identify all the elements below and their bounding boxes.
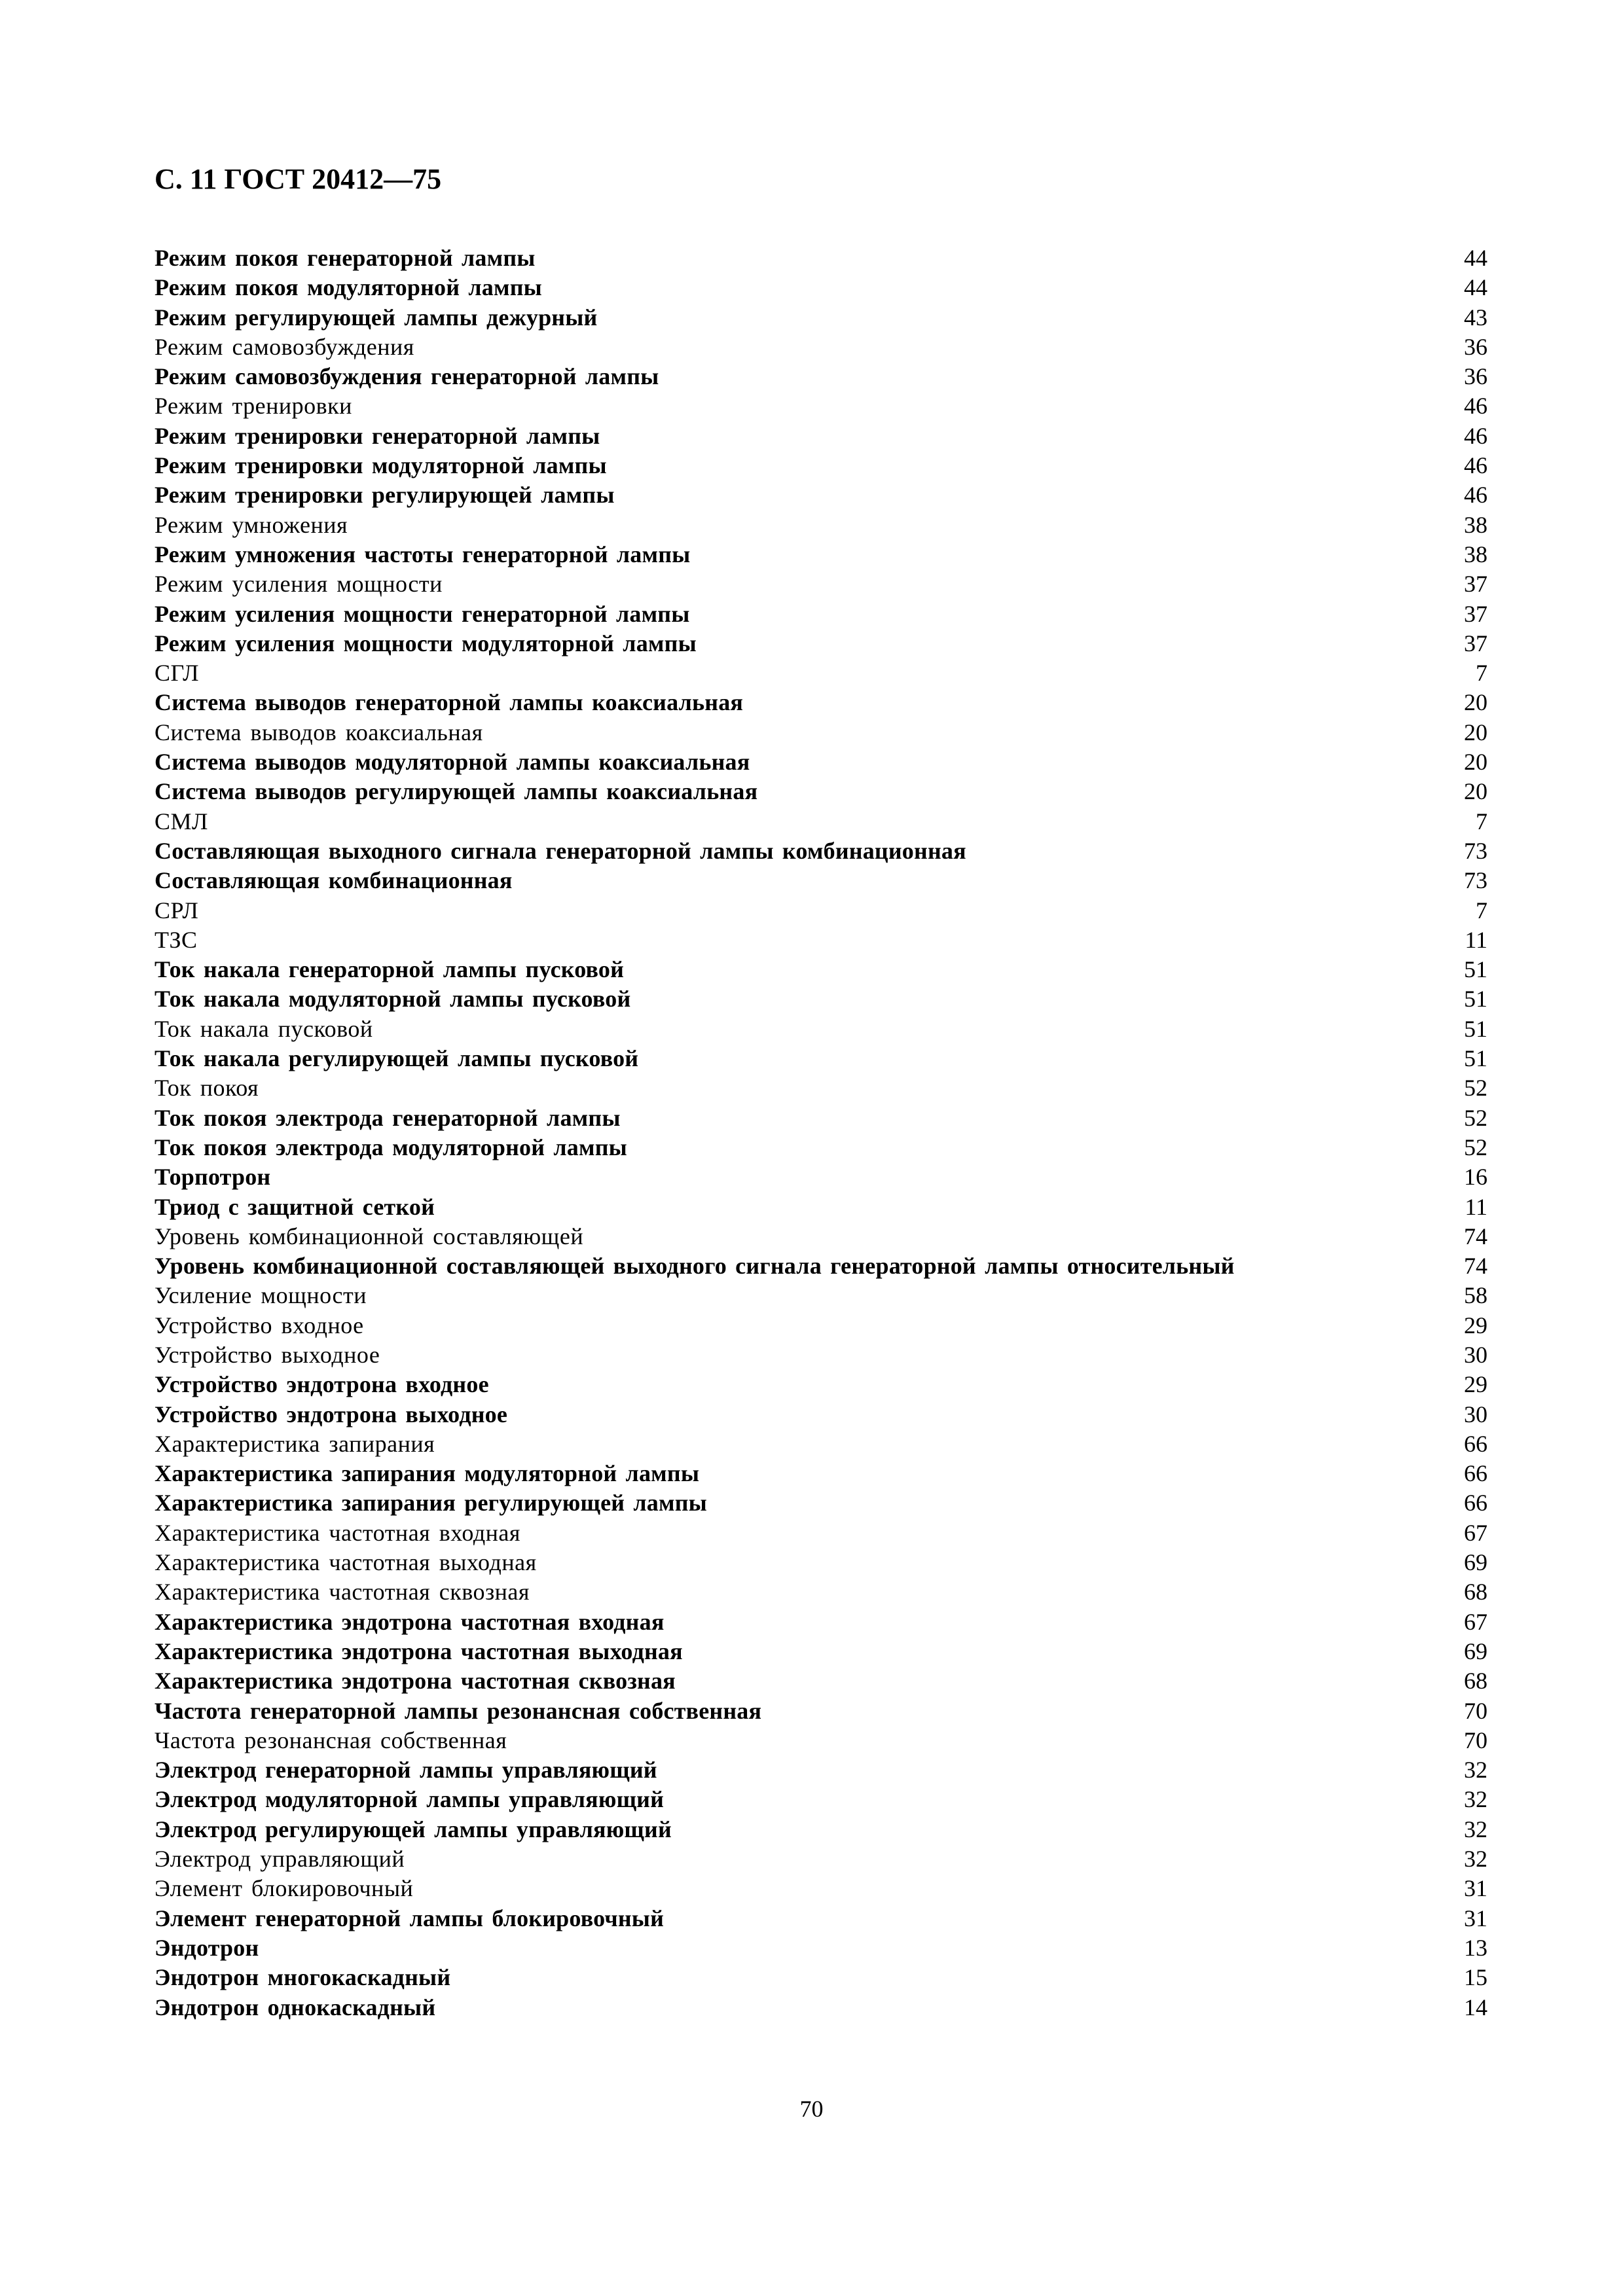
index-entry-page: 44 [1464,274,1487,301]
index-entry-term: Характеристика частотная сквозная [155,1579,530,1605]
index-entry [155,688,1487,717]
index-entry-page: 16 [1464,1164,1487,1191]
index-entry [155,332,1487,362]
index-entry-page: 15 [1464,1964,1487,1991]
index-entry-page: 38 [1464,541,1487,567]
index-entry-term: Характеристика запирания [155,1430,435,1457]
index-entry [155,1251,1487,1281]
index-entry [155,1904,1487,1933]
index-entry [155,422,1487,451]
index-entry-page: 46 [1464,482,1487,509]
index-entry-page: 69 [1464,1638,1487,1664]
index-entry-term: Ток покоя [155,1075,259,1102]
index-entry-term: Режим тренировки регулирующей лампы [155,482,615,509]
index-entry [155,480,1487,510]
index-entry-term: Режим тренировки генераторной лампы [155,422,600,449]
index-entry [155,511,1487,540]
index-entry-term: Характеристика частотная входная [155,1519,520,1546]
index-entry-term: Режим самовозбуждения [155,333,414,360]
index-entry-page: 31 [1464,1905,1487,1931]
index-entry [155,451,1487,480]
index-entry-page: 32 [1464,1846,1487,1873]
index-entry-term: Ток покоя электрода модуляторной лампы [155,1134,627,1160]
index-entry [155,1014,1487,1044]
index-entry-page: 69 [1464,1549,1487,1576]
index-entry-page: 51 [1464,1015,1487,1042]
index-entry-term: Уровень комбинационной составляющей выходного сигнала генераторной лампы относительный [155,1253,1235,1280]
index-entry-term: Режим усиления мощности генераторной лампы [155,600,690,627]
index-entry [155,1222,1487,1251]
index-entry-term: Система выводов коаксиальная [155,719,483,745]
index-entry [155,718,1487,747]
index-entry [155,1666,1487,1696]
index-entry-page: 52 [1464,1075,1487,1102]
index-entry-page: 66 [1464,1460,1487,1487]
index-entry [155,1844,1487,1874]
index-entry-term: Электрод регулирующей лампы управляющий [155,1816,672,1842]
index-entry [155,1785,1487,1814]
index-entry [155,1696,1487,1726]
index-entry-term: Режим тренировки модуляторной лампы [155,452,607,479]
index-entry-term: Характеристика запирания регулирующей лампы [155,1490,707,1516]
index-entry [155,1400,1487,1429]
index-entry-term: Режим регулирующей лампы дежурный [155,304,598,331]
index-entry-page: 74 [1464,1223,1487,1249]
index-entry-page: 51 [1464,1045,1487,1072]
index-entry-page: 32 [1464,1757,1487,1784]
index-entry [155,984,1487,1014]
index-entry [155,1933,1487,1963]
index-entry [155,273,1487,302]
index-entry [155,303,1487,332]
index-entry-term: Характеристика эндотрона частотная сквозная [155,1668,676,1695]
index-entry [155,391,1487,421]
index-entry-term: Ток накала регулирующей лампы пусковой [155,1045,639,1072]
index-entry-term: Режим усиления мощности [155,571,443,598]
index-entry [155,807,1487,836]
index-entry [155,1993,1487,2022]
index-entry-term: Элемент генераторной лампы блокировочный [155,1905,665,1931]
index-entry-page: 7 [1476,808,1487,834]
index-entry [155,1488,1487,1518]
index-entry [155,1755,1487,1785]
index-entry-page: 52 [1464,1134,1487,1160]
index-entry-page: 70 [1464,1697,1487,1724]
index-entry-page: 58 [1464,1282,1487,1309]
index-entry-page: 37 [1464,630,1487,656]
index-entry-term: Эндотрон многокаскадный [155,1964,451,1991]
index-entry [155,1726,1487,1755]
index-entry [155,1577,1487,1607]
index-entry-term: ТЗС [155,926,198,953]
index-entry-term: СРЛ [155,897,199,924]
index-entry-page: 66 [1464,1490,1487,1516]
index-entry-term: Устройство эндотрона входное [155,1371,489,1398]
index-entry-term: Торпотрон [155,1164,271,1191]
index-entry-term: Частота генераторной лампы резонансная собственная [155,1697,762,1724]
index-entry [155,896,1487,925]
index-entry-term: Электрод генераторной лампы управляющий [155,1757,657,1784]
index-entry-term: Режим усиления мощности модуляторной лампы [155,630,697,656]
index-entry-term: Частота резонансная собственная [155,1727,507,1753]
index-entry-term: Устройство эндотрона выходное [155,1401,508,1427]
index-entry-page: 36 [1464,333,1487,360]
index-entry [155,866,1487,895]
index-entry [155,600,1487,629]
index-entry [155,569,1487,599]
index-entry [155,836,1487,866]
index-entry-page: 36 [1464,363,1487,390]
index-entry [155,925,1487,955]
index-entry [155,1340,1487,1370]
index-entry-term: Эндотрон [155,1934,259,1961]
index-entry-page: 46 [1464,393,1487,420]
index-entry-page: 11 [1465,1193,1487,1220]
index-entry-term: Система выводов регулирующей лампы коаксиальная [155,778,758,805]
index-entry [155,1518,1487,1548]
index-entry-page: 32 [1464,1786,1487,1813]
index-entry [155,1637,1487,1666]
index-entry-page: 11 [1465,926,1487,953]
index-entry-term: Режим тренировки [155,393,352,420]
index-entry-term: Устройство входное [155,1312,364,1338]
index-entry-page: 38 [1464,511,1487,538]
index-entry-page: 7 [1476,897,1487,924]
index-entry-page: 7 [1476,660,1487,687]
index-entry-page: 43 [1464,304,1487,331]
index-entry-page: 74 [1464,1253,1487,1280]
index-entry-page: 31 [1464,1875,1487,1902]
index-entry-term: Составляющая выходного сигнала генераторной лампы комбинационная [155,837,966,864]
index-entry-term: Ток накала модуляторной лампы пусковой [155,986,631,1013]
index-entry [155,1459,1487,1488]
index-entry [155,1103,1487,1133]
index-entry-term: Характеристика запирания модуляторной лампы [155,1460,700,1487]
index-entry [155,1162,1487,1192]
index-entry-page: 70 [1464,1727,1487,1753]
index-entry-term: Характеристика эндотрона частотная выходная [155,1638,683,1664]
index-entry-term: СГЛ [155,660,200,687]
index-entry-term: Режим умножения частоты генераторной лампы [155,541,691,567]
index-entry-page: 20 [1464,719,1487,745]
index-entry-term: Система выводов модуляторной лампы коаксиальная [155,749,750,776]
index-entry-page: 52 [1464,1104,1487,1131]
index-entry [155,747,1487,777]
index-entry-page: 32 [1464,1816,1487,1842]
index-entry-term: Триод с защитной сеткой [155,1193,435,1220]
index-entry-page: 37 [1464,600,1487,627]
index-entry [155,1815,1487,1844]
index-entry [155,629,1487,658]
index-entry-term: Ток покоя электрода генераторной лампы [155,1104,621,1131]
index-entry [155,540,1487,569]
index-entry-page: 30 [1464,1341,1487,1368]
index-entry-page: 73 [1464,867,1487,894]
index-entry [155,243,1487,273]
index-entry [155,777,1487,806]
index-entry-page: 29 [1464,1312,1487,1338]
index-entry-term: Режим покоя генераторной лампы [155,245,536,271]
index-entry [155,1044,1487,1073]
index-entry-term: Электрод управляющий [155,1846,405,1873]
index-entry [155,1073,1487,1103]
index-entry-term: Ток накала генераторной лампы пусковой [155,956,625,983]
index-entry [155,1874,1487,1903]
index-entry-page: 20 [1464,689,1487,716]
index-entry-page: 20 [1464,749,1487,776]
index-entry [155,1133,1487,1162]
index-entry-term: Режим покоя модуляторной лампы [155,274,542,301]
index-entry [155,1193,1487,1222]
index-entry-page: 51 [1464,956,1487,983]
index-entry-page: 13 [1464,1934,1487,1961]
page-header: С. 11 ГОСТ 20412—75 [155,163,442,195]
index-entry-term: Режим самовозбуждения генераторной лампы [155,363,659,390]
index-entry [155,1370,1487,1399]
index-entry [155,1281,1487,1310]
index-entry-term: Усиление мощности [155,1282,367,1309]
index-entry-term: Устройство выходное [155,1341,380,1368]
index-entry-page: 46 [1464,452,1487,479]
index-entry-term: СМЛ [155,808,208,834]
index-entry-term: Уровень комбинационной составляющей [155,1223,584,1249]
term-index-list [155,243,1487,2022]
index-entry-page: 68 [1464,1668,1487,1695]
index-entry [155,1963,1487,1992]
index-entry-term: Элемент блокировочный [155,1875,414,1902]
index-entry-term: Эндотрон однокаскадный [155,1994,436,2020]
index-entry-term: Режим умножения [155,511,348,538]
index-entry-page: 20 [1464,778,1487,805]
index-entry-page: 66 [1464,1430,1487,1457]
index-entry-page: 44 [1464,245,1487,271]
index-entry-page: 29 [1464,1371,1487,1398]
index-entry-page: 68 [1464,1579,1487,1605]
index-entry-term: Система выводов генераторной лампы коаксиальная [155,689,744,716]
index-entry-page: 14 [1464,1994,1487,2020]
index-entry-page: 46 [1464,422,1487,449]
index-entry [155,658,1487,688]
index-entry-term: Характеристика частотная выходная [155,1549,537,1576]
index-entry-term: Электрод модуляторной лампы управляющий [155,1786,665,1813]
index-entry-term: Ток накала пусковой [155,1015,373,1042]
index-entry-term: Характеристика эндотрона частотная входная [155,1608,665,1635]
page-number: 70 [799,2096,824,2122]
index-entry [155,1548,1487,1577]
index-entry-page: 67 [1464,1519,1487,1546]
index-entry-page: 30 [1464,1401,1487,1427]
index-entry-term: Составляющая комбинационная [155,867,513,894]
index-entry [155,1607,1487,1637]
index-entry-page: 67 [1464,1608,1487,1635]
index-entry-page: 73 [1464,837,1487,864]
index-entry [155,1429,1487,1459]
index-entry-page: 37 [1464,571,1487,598]
index-entry [155,362,1487,391]
index-entry-page: 51 [1464,986,1487,1013]
index-entry [155,955,1487,984]
index-entry [155,1311,1487,1340]
